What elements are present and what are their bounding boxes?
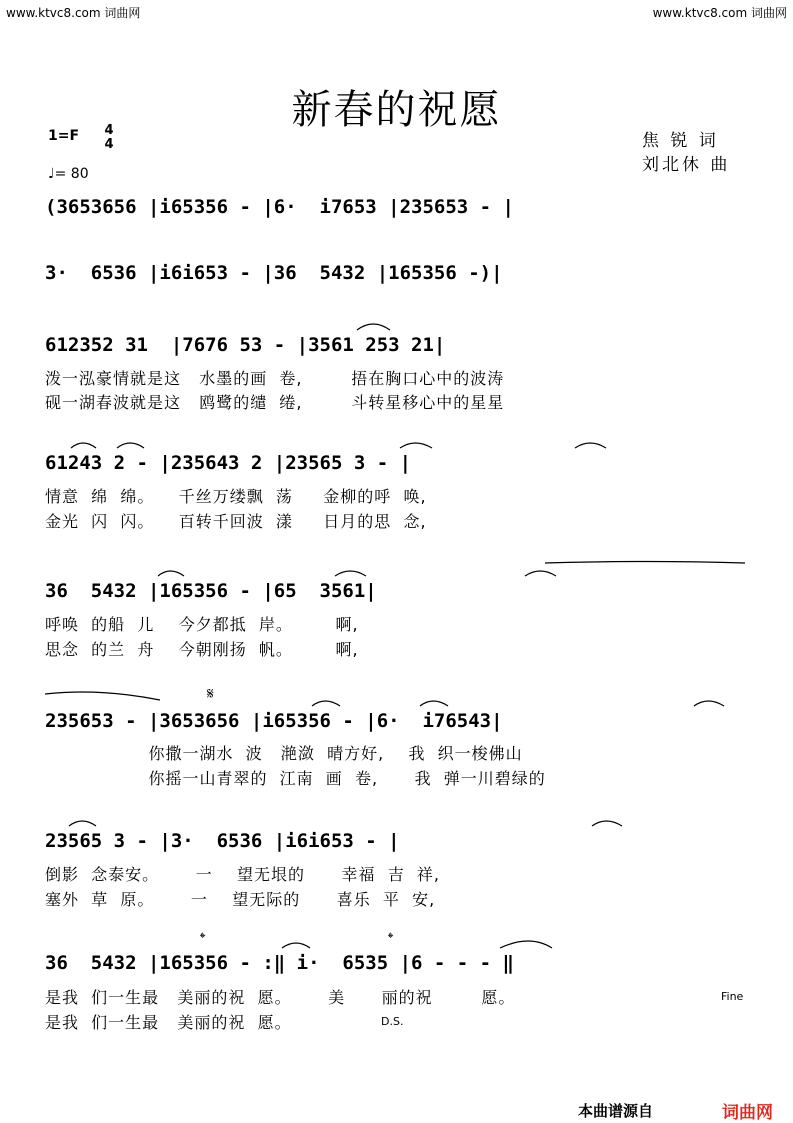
slur [592,821,622,826]
slur [117,443,144,448]
time-top: 4 [104,123,114,138]
notes-row-8: 36 5432 |165356 - :‖ i· 6535 |6 - - - ‖ [45,952,514,974]
quarter-note-icon: ♩ [48,166,55,182]
coda-icon-1: 𝄌 [200,929,206,947]
slur [357,324,390,330]
source-label: 本曲谱源自 [578,1102,654,1120]
slur [282,943,310,948]
key-signature: 1=F [48,128,80,144]
lyric-row-6-verse-1: 你撒一湖水 波 滟潋 晴方好, 我 织一梭佛山 [45,744,523,763]
ds-mark: D.S. [381,1015,404,1028]
notes-row-1: (3653656 |i65356 - |6· i7653 |235653 - | [45,196,514,218]
lyric-row-3-verse-2: 砚一湖春波就是这 鸥鹭的缱 绻, 斗转星移心中的星星 [45,393,505,412]
lyric-row-4-verse-1: 情意 绵 绵。 千丝万缕飘 荡 金柳的呼 唤, [45,487,427,506]
lyric-row-8-verse-2: 是我 们一生最 美丽的祝 愿。 [45,1013,292,1032]
slur [312,701,340,706]
coda-icon-2: 𝄌 [388,929,394,947]
segno-icon: 𝄋 [207,684,214,703]
slur [45,692,160,700]
lyric-row-6-verse-2: 你摇一山青翠的 江南 画 卷, 我 弹一川碧绿的 [45,769,546,788]
lyric-row-4-verse-2: 金光 闪 闪。 百转千回波 漾 日月的思 念, [45,512,427,531]
notes-row-4: 61243 2 - |235643 2 |23565 3 - | [45,452,412,474]
composer-credit: 刘北休 曲 [642,155,731,175]
slur [335,571,366,576]
slur [500,941,552,948]
lyric-row-8-verse-1: 是我 们一生最 美丽的祝 愿。 美 丽的祝 愿。 [45,988,516,1007]
notes-row-3: 612352 31 |7676 53 - |3561 253 21| [45,334,446,356]
slur [71,443,96,448]
slur [158,571,184,576]
lyric-row-3-verse-1: 泼一泓豪情就是这 水墨的画 卷, 捂在胸口心中的波涛 [45,369,505,388]
notes-row-5: 36 5432 |165356 - |65 3561| [45,580,377,602]
lyric-row-5-verse-1: 呼唤 的船 儿 今夕都抵 岸。 啊, [45,615,359,634]
fine-mark: Fine [721,990,744,1003]
song-title: 新春的祝愿 [291,87,502,133]
time-bottom: 4 [104,137,114,152]
notes-row-7: 23565 3 - |3· 6536 |i6i653 - | [45,830,400,852]
lyric-row-5-verse-2: 思念 的兰 舟 今朝刚扬 帆。 啊, [45,640,359,659]
lyricist-credit: 焦 锐 词 [642,131,719,151]
slur [545,562,745,564]
slur [525,571,556,576]
notes-row-2: 3· 6536 |i6i653 - |36 5432 |165356 -)| [45,262,503,284]
watermark-right: www.ktvc8.com 词曲网 [652,6,787,20]
lyric-row-7-verse-2: 塞外 草 原。 一 望无际的 喜乐 平 安, [45,890,436,909]
slur [575,443,606,448]
slur [694,701,724,706]
notes-row-6: 235653 - |3653656 |i65356 - |6· i76543| [45,710,503,732]
slur [69,821,96,826]
slur [400,443,432,448]
tempo-value: = 80 [54,166,89,182]
slur [420,701,448,706]
lyric-row-7-verse-1: 倒影 念泰安。 一 望无垠的 幸福 吉 祥, [45,865,440,884]
watermark-left: www.ktvc8.com 词曲网 [6,6,141,20]
site-logo[interactable]: 词曲网 [722,1103,773,1123]
